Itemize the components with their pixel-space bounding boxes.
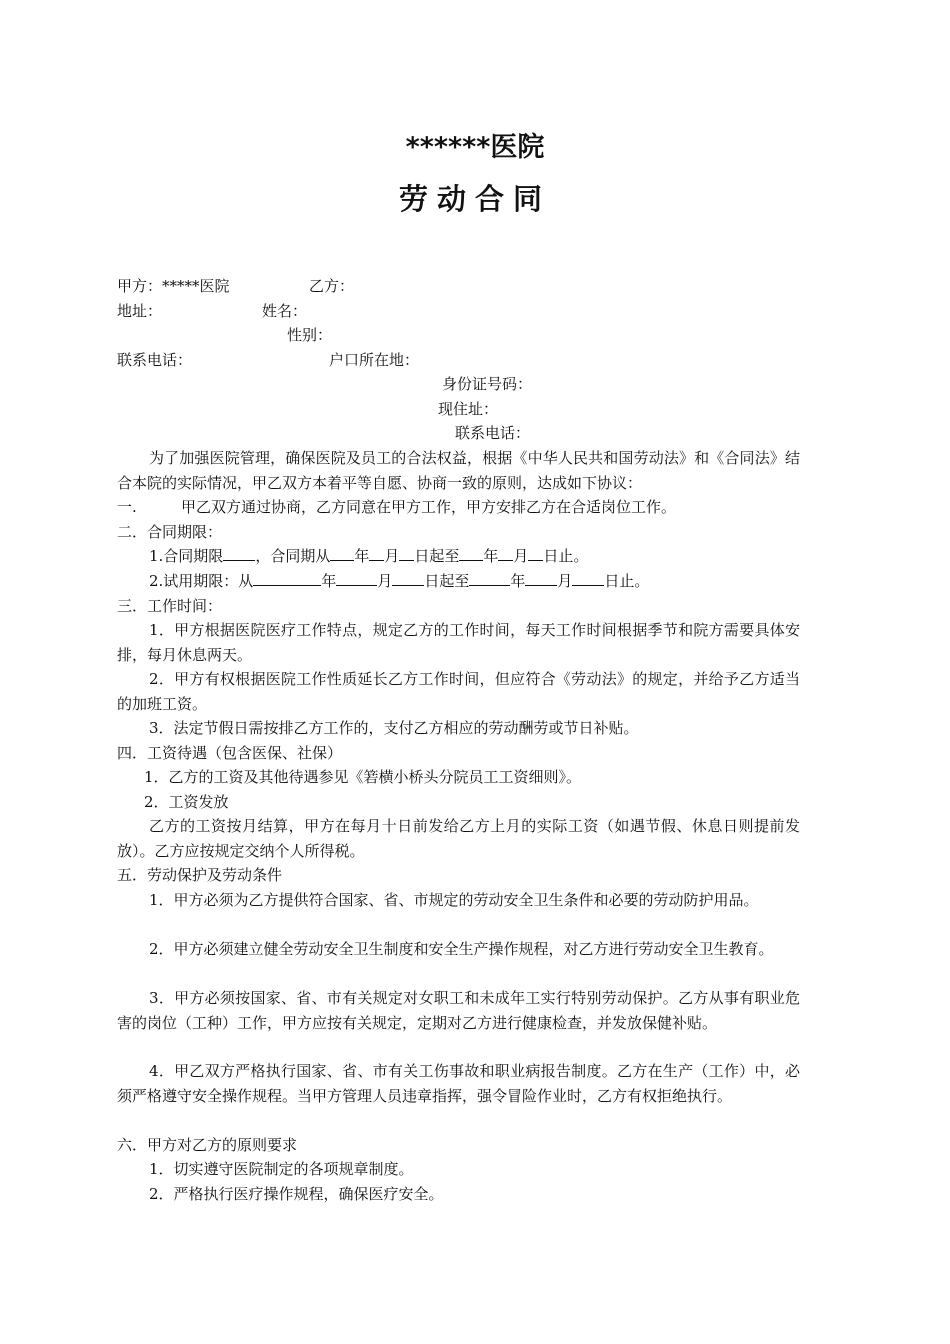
id-number-label: 身份证号码： bbox=[442, 375, 533, 393]
section-5-item-4: 4．甲乙双方严格执行国家、省、市有关工伤事故和职业病报告制度。乙方在生产（工作）中，必须严格遵守安全操作规程。当甲方管理人员违章指挥，强令冒险作业时，乙方有权拒绝执行。 bbox=[117, 1062, 800, 1105]
probation-start-day-blank bbox=[392, 570, 424, 586]
phone-label: 联系电话： bbox=[117, 351, 193, 369]
section-5-item-1: 1．甲方必须为乙方提供符合国家、省、市规定的劳动安全卫生条件和必要的劳动防护用品。 bbox=[149, 891, 759, 909]
section-3-item-3: 3．法定节假日需按排乙方工作的，支付乙方相应的劳动酬劳或节日补贴。 bbox=[149, 719, 639, 737]
section-3-heading: 三．工作时间： bbox=[117, 597, 223, 615]
section-3-item-2: 2．甲方有权根据医院工作性质延长乙方工作时间，但应符合《劳动法》的规定，并给予乙方适当的加班工资。 bbox=[117, 670, 800, 713]
hukou-label: 户口所在地： bbox=[329, 351, 420, 369]
party-a-label: 甲方：*****医院 bbox=[117, 277, 230, 295]
contract-title: 劳动合同 bbox=[398, 182, 551, 216]
name-label: 姓名： bbox=[262, 302, 308, 320]
residence-label: 现住址： bbox=[438, 400, 499, 418]
probation-start-year-blank bbox=[253, 570, 321, 586]
hospital-title: ******医院 bbox=[405, 132, 545, 163]
probation-end-day-blank bbox=[572, 570, 604, 586]
section-1-text: 甲乙双方通过协商，乙方同意在甲方工作，甲方安排乙方在合适岗位工作。 bbox=[181, 498, 677, 516]
section-4-heading: 四．工资待遇（包含医保、社保） bbox=[117, 744, 343, 762]
start-year-blank bbox=[330, 545, 354, 561]
address-label: 地址： bbox=[117, 302, 163, 320]
party-b-phone-label: 联系电话： bbox=[455, 424, 531, 442]
start-month-blank bbox=[369, 545, 384, 561]
probation-line: 2.试用期限：从 年 月 日起至 年 月 日止。 bbox=[149, 572, 650, 590]
section-6-heading: 六．甲方对乙方的原则要求 bbox=[117, 1136, 298, 1154]
probation-label: 2.试用期限：从 bbox=[149, 572, 254, 590]
gender-label: 性别： bbox=[287, 326, 333, 344]
section-4-item-2-text: 乙方的工资按月结算，甲方在每月十日前发给乙方上月的实际工资（如遇节假、休息日则提前发放）。乙方应按规定交纳个人所得税。 bbox=[117, 817, 800, 860]
party-b-label: 乙方： bbox=[309, 277, 355, 295]
section-4-item-1: 1．乙方的工资及其他待遇参见《箬横小桥头分院员工工资细则》。 bbox=[144, 768, 582, 786]
section-3-item-1: 1．甲方根据医院医疗工作特点，规定乙方的工作时间，每天工作时间根据季节和院方需要具体安排，每月休息两天。 bbox=[117, 621, 800, 664]
contract-term-label: 1.合同期限 bbox=[149, 547, 224, 565]
end-month-blank bbox=[498, 545, 513, 561]
start-day-blank bbox=[399, 545, 414, 561]
term-blank bbox=[223, 545, 255, 561]
probation-end-year-blank bbox=[469, 570, 510, 586]
probation-start-month-blank bbox=[336, 570, 377, 586]
end-day-blank bbox=[528, 545, 543, 561]
probation-end-month-blank bbox=[525, 570, 557, 586]
section-1-number: 一. bbox=[117, 498, 137, 516]
section-6-item-1: 1．切实遵守医院制定的各项规章制度。 bbox=[149, 1160, 414, 1178]
preamble-paragraph: 为了加强医院管理，确保医院及员工的合法权益，根据《中华人民共和国劳动法》和《合同法》结合本院的实际情况，甲乙双方本着平等自愿、协商一致的原则，达成如下协议： bbox=[117, 449, 800, 492]
section-5-item-3: 3．甲方必须按国家、省、市有关规定对女职工和未成年工实行特别劳动保护。乙方从事有职业危害的岗位（工种）工作，甲方应按有关规定，定期对乙方进行健康检查，并发放保健补贴。 bbox=[117, 989, 800, 1032]
section-2-heading: 二．合同期限： bbox=[117, 523, 223, 541]
section-5-item-2: 2．甲方必须建立健全劳动安全卫生制度和安全生产操作规程，对乙方进行劳动安全卫生教育。 bbox=[149, 940, 774, 958]
end-year-blank bbox=[459, 545, 483, 561]
section-4-item-2: 2．工资发放 bbox=[144, 793, 229, 811]
section-6-item-2: 2．严格执行医疗操作规程，确保医疗安全。 bbox=[149, 1185, 444, 1203]
contract-term-line: 1.合同期限 ，合同期从 年 月 日起至 年 月 日止。 bbox=[149, 547, 589, 565]
section-5-heading: 五．劳动保护及劳动条件 bbox=[117, 866, 283, 884]
